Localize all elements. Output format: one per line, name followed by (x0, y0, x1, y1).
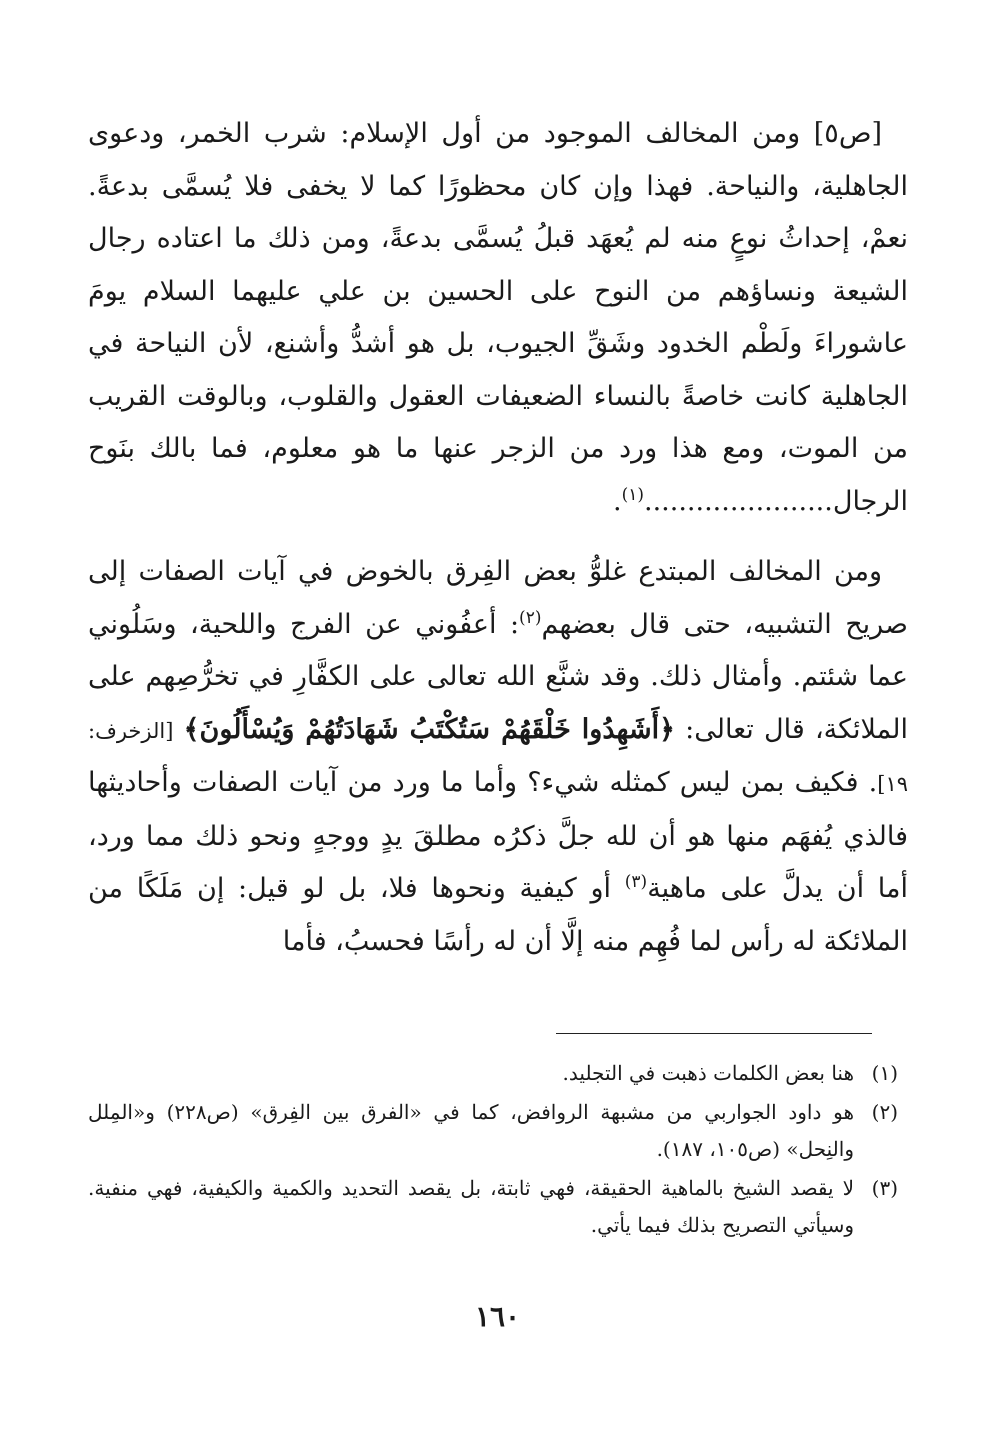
footnote-number: (١) (871, 1061, 898, 1085)
footnote-2 (88, 1094, 898, 1168)
footnotes (88, 1055, 898, 1246)
footnote-ref-3: (٣) (624, 872, 648, 892)
footnote-text: هو داود الجواربي من مشبهة الروافض، كما في «الفرق بين الفِرق» (ص٢٢٨) و«المِلل والنِحل» (ص١٠٥، ١٨٧). (88, 1100, 854, 1161)
paragraph-2-part-3: . فكيف بمن ليس كمثله شيء؟ وأما ما ورد من آيات الصفات وأحاديثها فالذي يُفهَم منها هو أن لله جلَّ ذكرُه مطلقَ يدٍ ووجهٍ ونحو ذلك مما ورد، أما أن يدلَّ على ماهية (88, 767, 908, 904)
footnote-divider (556, 1033, 872, 1034)
footnote-ref-2: (٢) (519, 607, 542, 628)
ellipsis-dots: ...................... (644, 485, 833, 517)
paragraph-2-part-2: : أعفُوني عن الفرج واللحية، وسَلُوني عما شئتم. وأمثال ذلك. وقد شنَّع الله تعالى على الكفَّارِ في تخرُّصِهم على الملائكة، قال تعالى: (88, 608, 909, 745)
footnote-1 (88, 1055, 898, 1092)
footnote-ref-1: (١) (621, 484, 644, 505)
footnote-number: (٣) (871, 1176, 898, 1200)
footnote-text: هنا بعض الكلمات ذهبت في التجليد. (562, 1061, 854, 1085)
paragraph-1 (88, 108, 908, 528)
paragraph-2-part-1: ومن المخالف المبتدع غلوُّ بعض الفِرق بالخوض في آيات الصفات إلى صريح التشبيه، حتى قال بعضهم (88, 556, 908, 640)
page-number: ١٦٠ (474, 1300, 521, 1333)
footnote-3 (88, 1170, 898, 1244)
paragraph-1-text: [ص٥] ومن المخالف الموجود من أول الإسلام: شرب الخمر، ودعوى الجاهلية، والنياحة. فهذا وإن كان محظورًا كما لا يخفى فلا يُسمَّى بدعةً. نعمْ، إحداثُ نوعٍ منه لم يُعهَد قبلُ يُسمَّى بدعةً، ومن ذلك ما اعتاده رجال الشيعة ونساؤهم من النوح على الحسين بن علي عليهما السلام يومَ عاشوراءَ ولَطْم الخدود وشَقِّ الجيوب، بل هو أشدُّ وأشنع، لأن النياحة في الجاهلية كانت خاصةً بالنساء الضعيفات العقول والقلوب، وبالوقت القريب من الموت، ومع هذا ورد من الزجر عنها ما هو معلوم، فما بالك بنَوح الرجال (88, 118, 909, 517)
footnote-text: لا يقصد الشيخ بالماهية الحقيقة، فهي ثابتة، بل يقصد التحديد والكمية والكيفية، فهي منفية. وسيأتي التصريح بذلك فيما يأتي. (88, 1176, 854, 1237)
paragraph-1-end: . (612, 485, 622, 517)
quran-verse: ﴿أَشَهِدُوا خَلْقَهُمْ سَتُكْتَبُ شَهَادَتُهُمْ وَيُسْأَلُونَ﴾ (183, 713, 675, 745)
footnote-number: (٢) (871, 1100, 898, 1124)
main-text (88, 108, 908, 968)
paragraph-2-part-4: أو كيفية ونحوها فلا، بل لو قيل: إن مَلَكًا من الملائكة له رأس لما فُهِم منه إلَّا أن له رأسًا فحسبُ، فأما (88, 873, 908, 957)
paragraph-2 (88, 546, 908, 968)
quran-reference: [الزخرف: ١٩] (88, 718, 908, 796)
